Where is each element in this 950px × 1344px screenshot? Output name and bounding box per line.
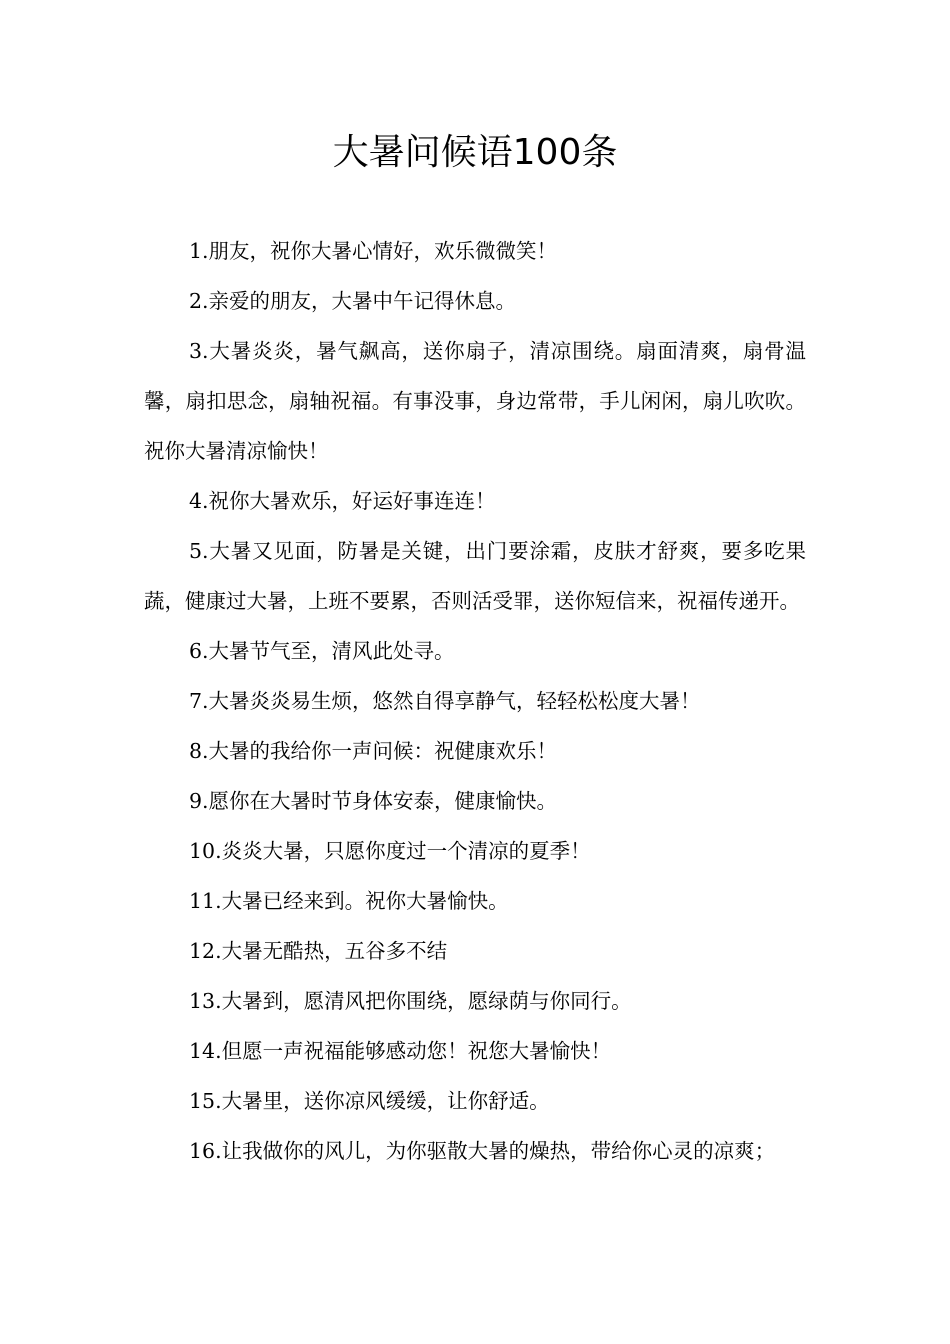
document-title: 大暑问候语100条 [332,132,618,173]
paragraph-3: 3.大暑炎炎，暑气飙高，送你扇子，清凉围绕。扇面清爽，扇骨温馨，扇扣思念，扇轴祝福。有事没事，身边常带，手儿闲闲，扇儿吹吹。祝你大暑清凉愉快！ [144,339,806,463]
document-body [144,226,806,1176]
paragraph-14: 14.但愿一声祝福能够感动您！祝您大暑愉快！ [189,1039,612,1063]
paragraph-16: 16.让我做你的风儿，为你驱散大暑的燥热，带给你心灵的凉爽； [189,1139,776,1163]
paragraph-5: 5.大暑又见面，防暑是关键，出门要涂霜，皮肤才舒爽，要多吃果蔬，健康过大暑，上班不要累，否则活受罪，送你短信来，祝福传递开。 [144,539,806,613]
paragraph-15: 15.大暑里，送你凉风缓缓，让你舒适。 [189,1089,550,1113]
paragraph-11: 11.大暑已经来到。祝你大暑愉快。 [189,889,509,913]
paragraph-2: 2.亲爱的朋友，大暑中午记得休息。 [189,289,517,313]
paragraph-4: 4.祝你大暑欢乐，好运好事连连！ [189,489,496,513]
paragraph-13: 13.大暑到，愿清风把你围绕，愿绿荫与你同行。 [189,989,632,1013]
paragraph-7: 7.大暑炎炎易生烦，悠然自得享静气，轻轻松松度大暑！ [189,689,701,713]
paragraph-6: 6.大暑节气至，清风此处寻。 [189,639,455,663]
paragraph-8: 8.大暑的我给你一声问候：祝健康欢乐！ [189,739,558,763]
paragraph-12: 12.大暑无酷热，五谷多不结 [189,939,448,963]
paragraph-9: 9.愿你在大暑时节身体安泰，健康愉快。 [189,789,558,813]
paragraph-1: 1.朋友，祝你大暑心情好，欢乐微微笑！ [189,239,558,263]
paragraph-10: 10.炎炎大暑，只愿你度过一个清凉的夏季！ [189,839,591,863]
